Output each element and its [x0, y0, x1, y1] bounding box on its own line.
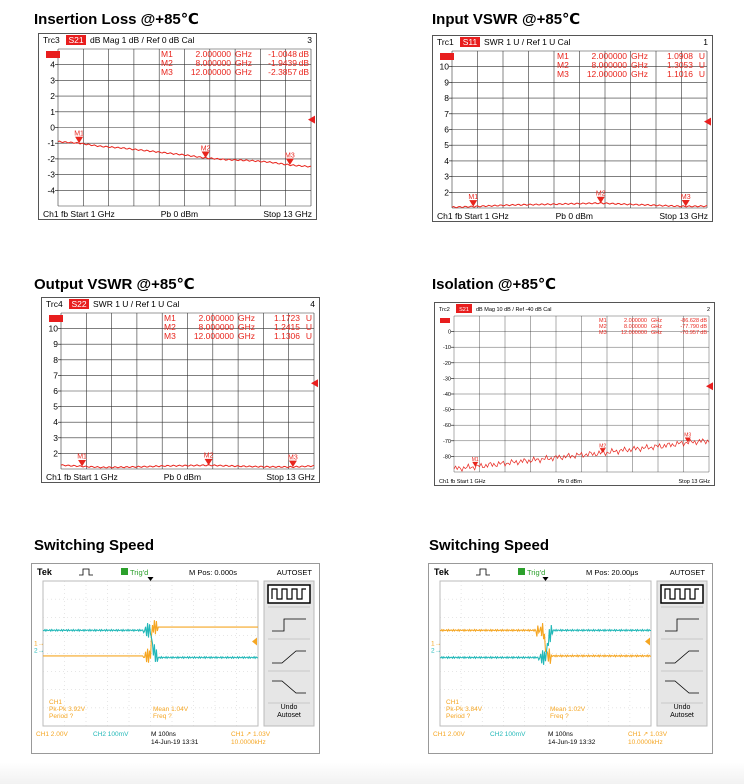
y-tick-label: 5	[444, 140, 449, 151]
ref-marker	[49, 315, 63, 322]
y-tick-label: -70	[443, 438, 451, 445]
y-tick-label: 2	[50, 91, 55, 102]
y-tick-label: 9	[53, 339, 58, 350]
footer-power: Pb 0 dBm	[160, 209, 199, 219]
y-tick-label: -50	[443, 407, 451, 414]
marker-freq: 8.000000	[591, 60, 627, 70]
marker-value: -2.3857	[268, 67, 297, 77]
param-label: S11	[462, 37, 478, 47]
ref-marker	[440, 318, 450, 323]
y-tick-label: 7	[444, 108, 449, 119]
marker-freq-unit: GHz	[631, 51, 648, 61]
status-date: 14-Jun-19 13:31	[151, 739, 199, 746]
marker-value-unit: U	[305, 322, 312, 332]
marker-freq: 12.000000	[621, 330, 647, 336]
marker-freq: 2.000000	[624, 318, 647, 324]
marker-freq-unit: GHz	[651, 330, 662, 336]
format-text: SWR 1 U / Ref 1 U Cal	[484, 37, 571, 47]
y-tick-label: -4	[47, 185, 55, 196]
y-tick-label: 1	[50, 106, 55, 117]
format-text: SWR 1 U / Ref 1 U Cal	[93, 299, 180, 309]
footer-stop: Stop 13 GHz	[263, 209, 312, 219]
autoset-label: Autoset	[277, 712, 301, 719]
panel-title-output-vswr: Output VSWR @+85℃	[34, 276, 195, 293]
channel-label: Trc4	[46, 299, 63, 309]
marker-freq: 12.000000	[190, 67, 231, 77]
marker-triangle-label: M2	[203, 452, 214, 460]
marker-name: M3	[557, 69, 569, 79]
ref-marker	[440, 53, 454, 60]
trig-indicator	[518, 568, 525, 575]
status-trigger: CH1 ↗ 1.03V	[231, 731, 271, 738]
marker-triangle-label: M1	[74, 130, 84, 138]
isolation-chart	[434, 302, 715, 486]
marker-freq-unit: GHz	[651, 324, 662, 330]
marker-value: -86.628	[680, 318, 699, 324]
y-tick-label: -3	[47, 169, 55, 180]
marker-freq: 8.000000	[624, 324, 647, 330]
marker-name: M2	[161, 58, 173, 68]
menu-title: AUTOSET	[669, 568, 705, 577]
marker-freq: 8.000000	[195, 58, 231, 68]
y-tick-label: 4	[53, 417, 58, 428]
trig-indicator	[121, 568, 128, 575]
ref-marker	[46, 51, 60, 58]
status-freq: 10.0000kHz	[628, 739, 663, 746]
marker-freq-unit: GHz	[238, 322, 255, 332]
y-tick-label: 4	[50, 59, 55, 70]
trace-number: 1	[703, 37, 708, 47]
marker-freq-unit: GHz	[631, 69, 648, 79]
marker-name: M2	[557, 60, 569, 70]
y-tick-label: -1	[47, 138, 55, 149]
trace-number: 4	[310, 299, 315, 309]
panel-title-insertion: Insertion Loss @+85℃	[34, 11, 199, 28]
insertion-loss-chart	[38, 33, 317, 220]
footer-stop: Stop 13 GHz	[659, 211, 708, 221]
meas-mid: Mean 1.02V	[550, 706, 586, 713]
footer-channel: Ch1 fb Start 1 GHz	[46, 472, 118, 482]
status-timebase: M 100ns	[548, 731, 573, 738]
channel-label: Trc3	[43, 35, 60, 45]
y-tick-label: -20	[443, 360, 451, 367]
marker-triangle-label: M3	[684, 432, 692, 439]
marker-value-unit: dB	[700, 318, 707, 324]
status-trigger: CH1 ↗ 1.03V	[628, 731, 668, 738]
page-bottom-band	[0, 762, 744, 784]
switching-scope-1	[31, 563, 320, 754]
marker-name: M2	[599, 324, 607, 330]
marker-name: M3	[164, 331, 176, 341]
status-freq: 10.0000kHz	[231, 739, 266, 746]
marker-triangle-label: M1	[468, 193, 479, 201]
panel-title-switching-2: Switching Speed	[429, 537, 550, 554]
status-ch2: CH2 100mV	[93, 731, 129, 738]
marker-value-unit: dB	[298, 49, 309, 59]
format-text: dB Mag 1 dB / Ref 0 dB Cal	[90, 35, 195, 45]
marker-triangle-label: M1	[77, 453, 87, 461]
y-tick-label: -2	[47, 153, 55, 164]
marker-freq-unit: GHz	[238, 313, 255, 323]
marker-triangle-label: M2	[595, 190, 606, 198]
trace-number: 2	[706, 307, 710, 313]
m-pos: M Pos: 0.000s	[189, 568, 237, 577]
marker-value: 1.1723	[274, 313, 300, 323]
marker-freq-unit: GHz	[235, 58, 252, 68]
ch1-marker: 1→	[34, 640, 45, 648]
y-tick-label: 8	[53, 354, 58, 365]
marker-value: 1.2415	[274, 322, 300, 332]
marker-triangle-label: M2	[599, 443, 607, 450]
marker-name: M3	[599, 330, 607, 336]
switching-scope-2	[428, 563, 713, 754]
y-tick-label: -60	[443, 423, 451, 430]
marker-freq: 2.000000	[195, 49, 231, 59]
meas-mid: Freq ?	[550, 713, 569, 720]
marker-freq-unit: GHz	[235, 67, 252, 77]
marker-freq-unit: GHz	[235, 49, 252, 59]
footer-channel: Ch1 fb Start 1 GHz	[439, 479, 486, 485]
marker-value-unit: dB	[700, 330, 707, 336]
marker-freq: 2.000000	[198, 313, 234, 323]
marker-value: 1.0908	[667, 51, 693, 61]
y-tick-label: 3	[50, 75, 55, 86]
meas-left: Period ?	[446, 713, 471, 720]
panel-title-input-vswr: Input VSWR @+85℃	[432, 11, 581, 28]
marker-value: -1.0048	[268, 49, 297, 59]
param-label: S22	[71, 299, 87, 309]
y-tick-label: 3	[53, 432, 58, 443]
meas-left: Pk-Pk 3.84V	[446, 706, 483, 713]
marker-value: -70.957	[680, 330, 699, 336]
meas-mid: Mean 1.04V	[153, 706, 189, 713]
y-tick-label: 5	[53, 401, 58, 412]
marker-value-unit: dB	[298, 58, 309, 68]
marker-freq-unit: GHz	[651, 318, 662, 324]
channel-label: Trc1	[437, 37, 454, 47]
status-timebase: M 100ns	[151, 731, 176, 738]
m-pos: M Pos: 20.00μs	[586, 568, 639, 577]
status-ch1: CH1 2.00V	[433, 731, 465, 738]
status-ch2: CH2 100mV	[490, 731, 526, 738]
trace-number: 3	[307, 35, 312, 45]
marker-value-unit: dB	[298, 67, 309, 77]
undo-label: Undo	[280, 704, 298, 711]
panel-title-switching-1: Switching Speed	[34, 537, 155, 554]
y-tick-label: 0	[447, 329, 451, 336]
marker-freq: 8.000000	[198, 322, 234, 332]
ch1-marker: 1→	[431, 640, 442, 648]
footer-channel: Ch1 fb Start 1 GHz	[437, 211, 509, 221]
y-tick-label: 6	[444, 124, 449, 135]
input-vswr-chart	[432, 35, 713, 222]
meas-left: CH1	[446, 699, 460, 706]
footer-power: Pb 0 dBm	[557, 479, 582, 485]
footer-power: Pb 0 dBm	[163, 472, 202, 482]
marker-name: M2	[164, 322, 176, 332]
marker-triangle-label: M1	[471, 456, 479, 463]
marker-freq: 12.000000	[586, 69, 627, 79]
y-tick-label: 10	[439, 61, 449, 72]
status-date: 14-Jun-19 13:32	[548, 739, 596, 746]
y-tick-label: 8	[444, 93, 449, 104]
marker-name: M1	[161, 49, 173, 59]
trig-status: Trig'd	[527, 568, 546, 577]
y-tick-label: 3	[444, 171, 449, 182]
marker-freq: 2.000000	[591, 51, 627, 61]
meas-left: Period ?	[49, 713, 74, 720]
channel-label: Trc2	[439, 307, 450, 313]
ch2-marker: 2→	[431, 647, 442, 655]
marker-value-unit: U	[698, 60, 705, 70]
marker-value: -77.790	[680, 324, 699, 330]
meas-left: CH1	[49, 699, 63, 706]
menu-square-wave	[268, 585, 310, 603]
y-tick-label: 9	[444, 77, 449, 88]
footer-stop: Stop 13 GHz	[266, 472, 315, 482]
panel-title-isolation: Isolation @+85℃	[432, 276, 557, 293]
menu-square-wave	[661, 585, 703, 603]
marker-name: M1	[557, 51, 569, 61]
marker-triangle-label: M2	[200, 145, 211, 153]
status-ch1: CH1 2.00V	[36, 731, 68, 738]
meas-mid: Freq ?	[153, 713, 172, 720]
marker-triangle-label: M3	[288, 454, 298, 462]
scope-brand: Tek	[434, 567, 449, 577]
marker-value-unit: U	[698, 51, 705, 61]
ch2-marker: 2→	[34, 647, 45, 655]
y-tick-label: -40	[443, 392, 451, 398]
marker-value-unit: U	[305, 331, 312, 341]
meas-left: Pk-Pk 3.92V	[49, 706, 86, 713]
y-tick-label: 2	[53, 448, 58, 459]
y-tick-label: 6	[53, 386, 58, 396]
marker-value: 1.3053	[667, 60, 693, 70]
y-tick-label: 10	[48, 323, 58, 334]
marker-value-unit: dB	[700, 324, 707, 330]
scope-brand: Tek	[37, 567, 52, 577]
trig-status: Trig'd	[130, 568, 149, 577]
y-tick-label: 4	[444, 155, 449, 166]
marker-name: M1	[164, 313, 176, 323]
y-tick-label: 7	[53, 370, 58, 381]
y-tick-label: 2	[444, 187, 449, 198]
marker-value: -1.9439	[268, 58, 297, 68]
footer-power: Pb 0 dBm	[555, 211, 593, 221]
marker-name: M3	[161, 67, 173, 77]
menu-title: AUTOSET	[276, 568, 312, 577]
y-tick-label: 0	[50, 122, 55, 133]
param-label: S21	[68, 35, 84, 45]
marker-freq-unit: GHz	[631, 60, 648, 70]
marker-value-unit: U	[305, 313, 312, 323]
y-tick-label: -80	[443, 454, 451, 461]
param-label: S21	[459, 307, 469, 313]
y-tick-label: -30	[443, 376, 451, 383]
y-tick-label: -10	[443, 345, 451, 352]
marker-triangle-label: M3	[285, 152, 295, 160]
format-text: dB Mag 10 dB / Ref -40 dB Cal	[476, 307, 552, 313]
marker-name: M1	[599, 318, 607, 324]
marker-freq: 12.000000	[193, 331, 234, 341]
footer-stop: Stop 13 GHz	[678, 479, 710, 485]
footer-channel: Ch1 fb Start 1 GHz	[43, 209, 115, 219]
marker-value-unit: U	[698, 69, 705, 79]
marker-value: 1.1306	[274, 331, 300, 341]
marker-triangle-label: M3	[680, 193, 691, 201]
autoset-label: Autoset	[670, 712, 694, 719]
marker-freq-unit: GHz	[238, 331, 255, 341]
output-vswr-chart	[41, 297, 320, 483]
marker-value: 1.1016	[667, 69, 693, 79]
undo-label: Undo	[673, 704, 691, 711]
